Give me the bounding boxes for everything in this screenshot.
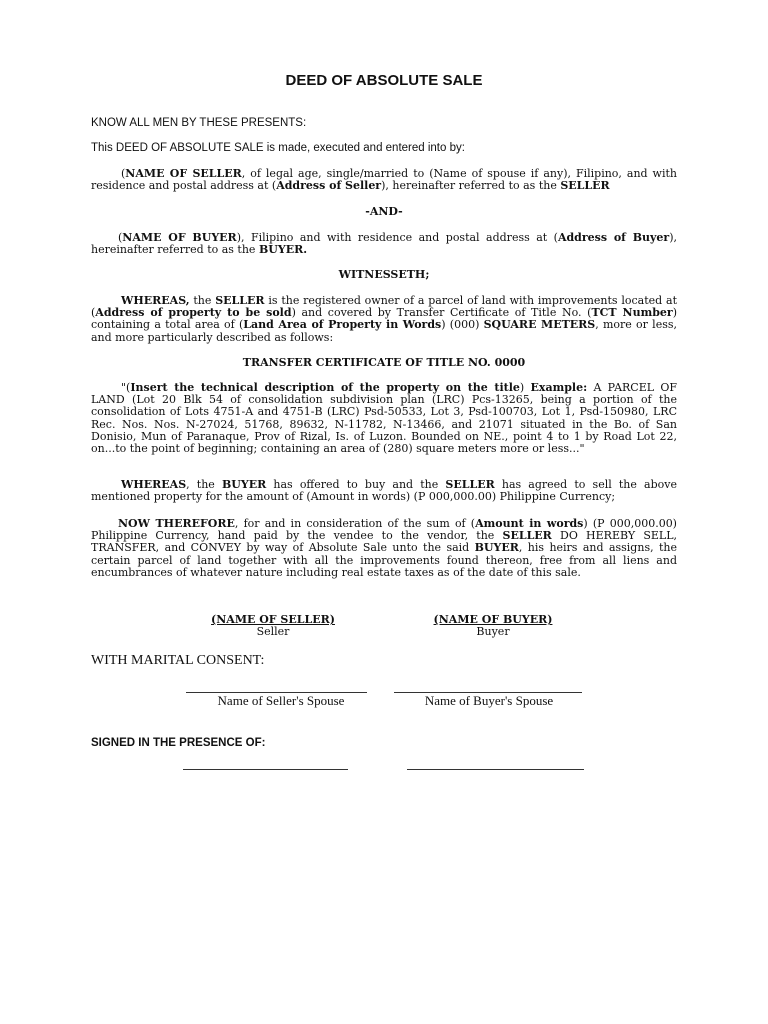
land-area-placeholder: Land Area of Property in Words — [243, 318, 442, 332]
whereas2-seller: SELLER — [445, 478, 495, 491]
buyer-name-placeholder: NAME OF BUYER — [122, 231, 237, 244]
tct-heading: TRANSFER CERTIFICATE OF TITLE NO. 0000 — [242, 356, 526, 369]
whereas1-text-4: ) containing a total area of ( — [91, 306, 677, 332]
seller-signature-role: Seller — [256, 625, 290, 639]
buyer-para-text-2: ), hereinafter referred to as the — [91, 231, 677, 257]
whereas2-keyword: WHEREAS — [121, 478, 187, 491]
whereas2-buyer: BUYER — [221, 478, 267, 491]
document-title: DEED OF ABSOLUTE SALE — [285, 72, 483, 89]
insert-tech-desc-instruction: Insert the technical description of the property on the title — [130, 381, 520, 394]
seller-paragraph: (NAME OF SELLER, of legal age, single/married to (Name of spouse if any), Filipino, and with residence and postal address at (Address of Seller), hereinafter referred to as the SELLER — [91, 167, 677, 193]
witnesseth-heading: WITNESSETH; — [338, 268, 430, 281]
seller-spouse-label: Name of Seller's Spouse — [217, 693, 345, 708]
witness-1-signature-line — [183, 769, 348, 770]
witness-2-signature-line — [407, 769, 584, 770]
square-meters-label: SQUARE METERS — [483, 318, 596, 332]
whereas2-text-2: has offered to buy and the — [266, 478, 446, 491]
now-therefore-text-4: , his heirs and assigns, the certain parcel of land together with all the improvements found thereon, free from all liens and encumbrances of whatever nature including real estate taxes as of the date of this sale. — [91, 541, 677, 579]
whereas2-text-3: has agreed to sell the above mentioned property for the amount of (Amount in words) (P 000,000.00) Philippine Currency; — [91, 478, 677, 504]
now-therefore-seller: SELLER — [502, 529, 552, 543]
tct-number-placeholder: TCT Number — [591, 306, 673, 320]
buyer-signature-block — [398, 614, 588, 638]
seller-signature-block — [178, 614, 368, 638]
signed-presence-heading: SIGNED IN THE PRESENCE OF: — [91, 737, 266, 749]
know-all-men: KNOW ALL MEN BY THESE PRESENTS: — [91, 117, 307, 129]
buyer-paragraph: (NAME OF BUYER), Filipino and with residence and postal address at (Address of Buyer), hereinafter referred to as the BUYER. — [91, 231, 677, 257]
seller-para-text-2: ), hereinafter referred to as the — [381, 179, 561, 193]
marital-consent-heading: WITH MARITAL CONSENT: — [91, 653, 265, 668]
tech-desc-open: "( — [121, 381, 131, 394]
buyer-address-placeholder: Address of Buyer — [557, 231, 670, 244]
whereas1-text-5: ) (000) — [441, 318, 484, 332]
whereas1-text-3: ) and covered by Transfer Certificate of Title No. ( — [291, 306, 592, 320]
seller-address-placeholder: Address of Seller — [276, 179, 382, 193]
whereas-owner-paragraph — [91, 295, 677, 344]
and-separator: -AND- — [365, 205, 403, 218]
now-therefore-paragraph — [91, 518, 677, 579]
now-therefore-text-2: ) (P 000,000.00) Philippine Currency, hand paid by the vendee to the vendor, the — [91, 517, 677, 543]
now-therefore-text-3: DO HEREBY SELL, TRANSFER, and CONVEY by way of Absolute Sale unto the said — [91, 529, 677, 555]
deed-made-statement: This DEED OF ABSOLUTE SALE is made, executed and entered into by: — [91, 142, 465, 154]
whereas1-text-6: , more or less, and more particularly described as follows: — [91, 318, 677, 344]
whereas1-text-2: is the registered owner of a parcel of land with improvements located at ( — [91, 294, 677, 320]
buyer-para-text-1: ), Filipino and with residence and postal address at ( — [236, 231, 558, 244]
tech-desc-body: A PARCEL OF LAND (Lot 20 Blk 54 of consolidation subdivision plan (LRC) Pcs-13265, being a portion of the consolidation of Lots 4751-A and 4751-B (LRC) Psd-50533, Lot 3, Psd-100703, Lot 1, Psd-150980, LRC Rec. Nos. Nos. N-27024, 51768, 89632, N-11782, N-13466, and 21071 situated in the Bo. of San Donisio, Mun of Paranaque, Prov of Rizal, Is. of Luzon. Bounded on NE., point 4 to 1 by Road Lot 22, on...to the point of beginning; containing an area of (280) square meters more or less..." — [91, 381, 677, 456]
seller-name-placeholder: NAME OF SELLER — [125, 167, 242, 180]
now-therefore-buyer: BUYER — [474, 541, 519, 555]
whereas2-text-1: , the — [186, 478, 222, 491]
seller-signature-name: (NAME OF SELLER) — [211, 613, 335, 626]
property-address-placeholder: Address of property to be sold — [95, 306, 292, 320]
whereas1-seller: SELLER — [215, 294, 265, 307]
amount-in-words-placeholder: Amount in words — [475, 517, 584, 530]
buyer-role: BUYER. — [258, 243, 308, 257]
whereas-offer-paragraph — [91, 479, 677, 503]
whereas1-keyword: WHEREAS, — [121, 294, 190, 307]
tech-desc-close-paren: ) — [519, 381, 531, 394]
whereas1-text-1: the — [189, 294, 216, 307]
technical-description — [91, 382, 677, 455]
buyer-spouse-label: Name of Buyer's Spouse — [424, 693, 554, 708]
seller-role: SELLER — [560, 179, 610, 193]
buyer-signature-role: Buyer — [476, 625, 510, 639]
now-therefore-keyword: NOW THEREFORE — [118, 517, 235, 530]
now-therefore-text-1: , for and in consideration of the sum of ( — [234, 517, 476, 530]
buyer-signature-name: (NAME OF BUYER) — [433, 613, 553, 626]
example-label: Example: — [530, 381, 588, 394]
seller-para-text-1: , of legal age, single/married to (Name of spouse if any), Filipino, and with residence and postal address at ( — [91, 167, 677, 193]
